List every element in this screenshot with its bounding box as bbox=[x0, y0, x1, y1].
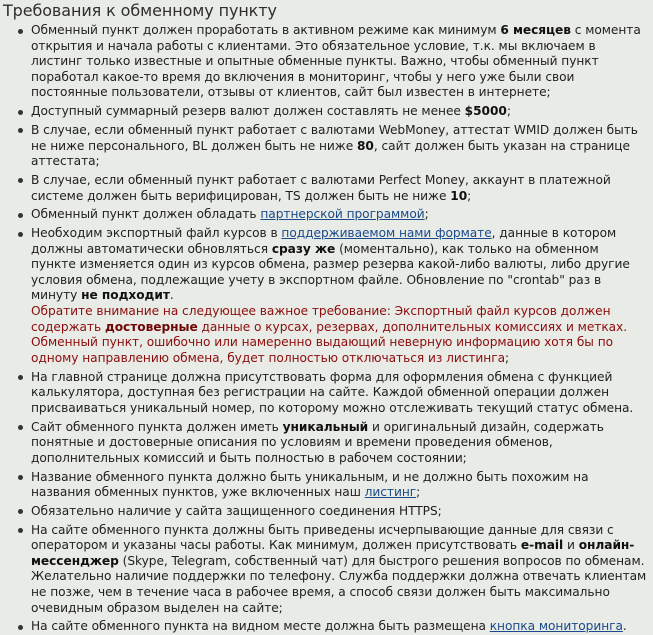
item-bold: 80 bbox=[356, 138, 374, 153]
list-item-unique-design bbox=[3, 420, 653, 467]
item-bold: сразу же bbox=[271, 241, 336, 256]
item-text: В случае, если обменный пункт работает с валютами WebMoney, аттестат WMID должен быть не ниже персонального, BL должен быть не ниже bbox=[31, 122, 638, 153]
item-text: ; bbox=[467, 188, 472, 203]
warning-part: Обратите внимание на следующее важное требование: Экспортный файл курсов должен содержать bbox=[31, 304, 611, 334]
warning-part: данные о курсах, резервах, дополнительных комиссиях и метках. Обменный пункт, ошибочно или намеренно выдающий неверную информацию хотя бы по одному направлению обмена, будет полностью отключаться из листинга bbox=[31, 319, 628, 365]
list-item-webmoney bbox=[3, 123, 653, 170]
item-text: (моментально), как только на обменном пункте изменяется один из курсов обмена, размер резерва какой-либо валюты, либо другие условия обмена, подлежащие учету в экспортном файле. Обновление по "crontab" раз в минуту bbox=[31, 241, 630, 303]
item-text: , сайт должен быть указан на странице аттестата; bbox=[31, 138, 630, 169]
supported-format-link[interactable]: поддерживаемом нами формате bbox=[281, 226, 492, 241]
list-item-perfect-money bbox=[3, 173, 653, 204]
item-text: ; bbox=[506, 104, 511, 119]
list-item-export-file bbox=[3, 226, 653, 366]
item-text: ; bbox=[424, 207, 429, 222]
list-item-min-age bbox=[3, 23, 653, 101]
list-item-monitoring-button bbox=[3, 619, 653, 635]
item-text: и bbox=[563, 538, 579, 553]
item-text: . bbox=[169, 288, 174, 303]
item-text: Необходим экспортный файл курсов в bbox=[31, 226, 282, 241]
list-item-calculator-form bbox=[3, 370, 653, 417]
list-item-reserve bbox=[3, 104, 653, 120]
item-bold: 6 месяцев bbox=[500, 23, 571, 37]
item-bold: онлайн-мессенджер bbox=[31, 538, 635, 568]
item-text: На сайте обменного пункта должны быть приведены исчерпывающие данные для связи с оператором и указаны часы работы. Как минимум, должен присутствовать bbox=[31, 522, 614, 553]
item-bold: $5000 bbox=[464, 104, 507, 119]
page-title: Требования к обменному пункту bbox=[3, 1, 277, 20]
item-text: Обменный пункт должен проработать в активном режиме как минимум bbox=[31, 23, 501, 37]
item-bold: не подходит bbox=[81, 288, 170, 303]
item-text: с момента открытия и начала работы с клиентами. Это обязательное условие, т.к. мы включаем в листинг только известные и опытные обменные пункты. Важно, чтобы обменный пункт поработал какое-то время до включения в мониторинг, чтобы у него уже были свои постоянные пользователи, отзывы от клиентов, сайт был известен в интернете; bbox=[31, 23, 641, 100]
item-text: Обменный пункт должен обладать bbox=[31, 207, 261, 222]
item-text: Сайт обменного пункта должен иметь bbox=[31, 419, 283, 434]
requirements-list bbox=[3, 23, 653, 635]
item-text: Название обменного пункта должно быть уникальным, и не должно быть похожим на названия обменных пунктов, уже включенных наш bbox=[31, 469, 589, 500]
listing-link[interactable]: листинг bbox=[364, 485, 417, 500]
list-item-affiliate bbox=[3, 207, 653, 223]
item-bold: e-mail bbox=[520, 538, 564, 553]
item-text: В случае, если обменный пункт работает с валютами Perfect Money, аккаунт в платежной системе должен быть верифицирован, TS должен быть не ниже bbox=[31, 172, 611, 203]
affiliate-program-link[interactable]: партнерской программой bbox=[260, 207, 425, 222]
warning-text bbox=[31, 304, 627, 365]
item-text: Доступный суммарный резерв валют должен составлять не менее bbox=[31, 104, 465, 119]
list-item-https bbox=[3, 504, 653, 520]
warning-bold: достоверные bbox=[104, 319, 198, 334]
list-item-contacts bbox=[3, 523, 653, 617]
item-bold: 10 bbox=[450, 188, 468, 203]
item-text: и оригинальный дизайн, содержать понятные и достоверные описания по условиям и времени проведения обменов, дополнительных комиссий и быть полностью в рабочем состоянии; bbox=[31, 419, 604, 465]
item-text: ; bbox=[505, 350, 510, 365]
item-text: ; bbox=[416, 485, 421, 500]
item-text: . bbox=[622, 619, 627, 634]
list-item-unique-name bbox=[3, 470, 653, 501]
item-bold: уникальный bbox=[282, 419, 369, 434]
item-text: Обязательно наличие у сайта защищенного соединения HTTPS; bbox=[31, 503, 442, 518]
item-text: На главной странице должна присутствовать форма для оформления обмена с функцией калькулятора, доступная без регистрации на сайте. Каждой обменной операции должен присваиваться уникальный номер, по которому можно отслеживать текущий статус обмена. bbox=[31, 369, 634, 415]
item-text: (Skype, Telegram, собственный чат) для быстрого решения вопросов по обменам. Желательно наличие поддержки по телефону. Служба поддержки должна отвечать клиентам не позже, чем в течение часа в рабочее время, а способ связи должен быть максимально очевидным образом выделен на сайте; bbox=[31, 553, 647, 615]
item-text: На сайте обменного пункта на видном месте должна быть размещена bbox=[31, 619, 490, 634]
item-text: , данные в котором должны автоматически обновляться bbox=[31, 226, 617, 256]
monitoring-button-link[interactable]: кнопка мониторинга bbox=[489, 619, 623, 634]
